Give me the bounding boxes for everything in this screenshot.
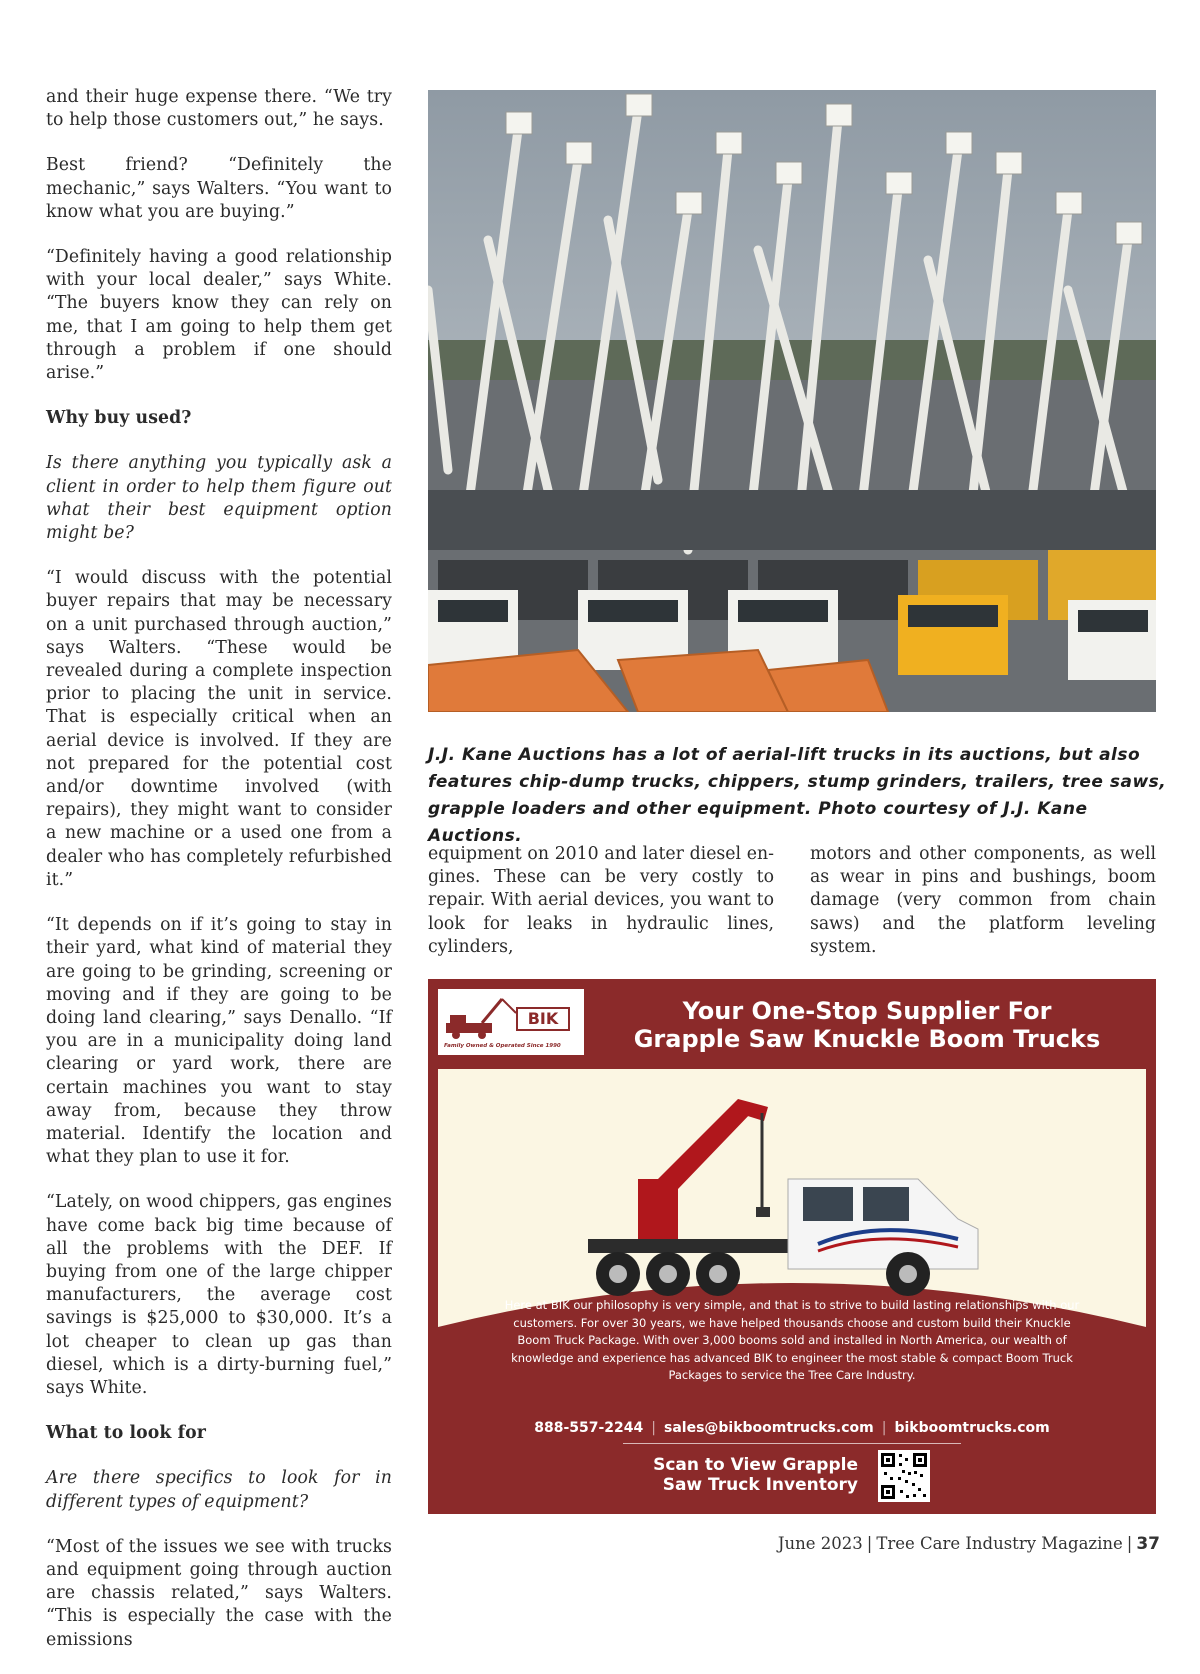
paragraph: “I would discuss with the potential buyer repairs that may be necessary on a unit purchased through auction,” says Walters. “These would be revealed during a complete inspection prior to placing the unit in service. That is especially critical when an aerial device is involved. If they are not prepared for the potential cost and/or downtime involved (with repairs), they might want to consider a new machine or a used one from a dealer who has completely refurbished it.” bbox=[46, 568, 392, 890]
page-number: 37 bbox=[1136, 1534, 1160, 1554]
photo-caption: J.J. Kane Auctions has a lot of aerial-lift trucks in its auctions, but also features chip-dump trucks, chippers, stump grinders, trailers, tree saws, grapple loaders and other equipment. Photo courtesy of J.J. Kane Auctions. bbox=[428, 745, 1167, 846]
middle-column-text: equipment on 2010 and later diesel engines. These can be very costly to repair. With aerial devices, you want to look for leaks in hydraulic lines, cylinders, bbox=[428, 844, 774, 957]
section-heading-what-to-look-for: What to look for bbox=[46, 1423, 206, 1444]
auction-trucks-photo bbox=[428, 90, 1156, 712]
ad-truck-panel bbox=[438, 1069, 1146, 1327]
ad-email[interactable]: sales@bikboomtrucks.com bbox=[664, 1420, 874, 1436]
paragraph: “Most of the issues we see with trucks and equipment going through auction are chassis related,” says Walters. “This is especially the case with the emissions bbox=[46, 1536, 392, 1650]
bik-advertisement[interactable] bbox=[428, 979, 1156, 1514]
paragraph: “Definitely having a good relationship with your local dealer,” says White. “The buyers know they can rely on me, that I am going to help them get through a problem if one should arise.” bbox=[46, 247, 392, 384]
section-heading-why-buy-used: Why buy used? bbox=[46, 408, 192, 429]
interview-question: Is there anything you typically ask a client in order to help them figure out what their best equipment option might be? bbox=[46, 453, 392, 544]
qr-code-icon[interactable] bbox=[878, 1450, 930, 1502]
ad-headline-line1: Your One-Stop Supplier For bbox=[682, 997, 1052, 1025]
logo-tagline: Family Owned & Operated Since 1990 bbox=[444, 1043, 561, 1049]
page-footer: June 2023 | Tree Care Industry Magazine | 37 bbox=[777, 1534, 1160, 1554]
ad-contact-line: 888-557-2244 | sales@bikboomtrucks.com | bikboomtrucks.com bbox=[534, 1420, 1050, 1436]
divider bbox=[623, 1443, 961, 1444]
right-column-text: motors and other components, as well as wear in pins and bushings, boom damage (very common from chain saws) and the platform leveling system. bbox=[810, 844, 1156, 957]
logo-wordmark: BIK bbox=[516, 1007, 570, 1031]
paragraph: Best friend? “Definitely the mechanic,” says Walters. “You want to know what you are buying.” bbox=[46, 155, 392, 222]
ad-scan-cta bbox=[638, 1455, 858, 1495]
knuckle-boom-truck-image bbox=[438, 1069, 1146, 1327]
paragraph: and their huge expense there. “We try to help those customers out,” he says. bbox=[46, 87, 392, 131]
ad-phone[interactable]: 888-557-2244 bbox=[534, 1420, 644, 1436]
magazine-name: Tree Care Industry Magazine bbox=[876, 1534, 1123, 1553]
paragraph: “Lately, on wood chippers, gas engines have come back big time because of all the problems with the DEF. If buying from one of the large chipper manufacturers, the average cost savings is $25,000 to $30,000. It’s a lot cheaper to clean up gas than diesel, which is a dirty-burning fuel,” says White. bbox=[46, 1192, 392, 1398]
left-column bbox=[46, 86, 392, 1674]
interview-question: Are there specifics to look for in different types of equipment? bbox=[46, 1468, 392, 1512]
ad-body-copy: Here at BIK our philosophy is very simple, and that is to strive to build lasting relationships with our customers. For over 30 years, we have helped thousands choose and custom build their Knuckle Boom Truck Package. With over 3,000 booms sold and installed in North America, our wealth of knowledge and experience has advanced BIK to engineer the most stable & compact Boom Truck Packages to service the Tree Care Industry. bbox=[504, 1298, 1080, 1382]
scan-cta-line2: Saw Truck Inventory bbox=[662, 1475, 858, 1495]
scan-cta-line1: Scan to View Grapple bbox=[653, 1455, 858, 1475]
ad-headline-line2: Grapple Saw Knuckle Boom Trucks bbox=[633, 1025, 1101, 1053]
paragraph: “It depends on if it’s going to stay in their yard, what kind of material they are going to be grinding, screening or moving and if they are going to be doing land clearing,” says Denallo. “If you are in a municipality doing land clearing or yard work, there are certain machines you want to stay away from, because they throw material. Identify the location and what they plan to use it for. bbox=[46, 915, 392, 1168]
ad-website[interactable]: bikboomtrucks.com bbox=[894, 1420, 1050, 1436]
bik-logo bbox=[438, 989, 584, 1055]
ad-headline bbox=[588, 997, 1146, 1053]
boom-truck-logo-icon bbox=[442, 993, 522, 1043]
issue-date: June 2023 bbox=[777, 1534, 863, 1553]
